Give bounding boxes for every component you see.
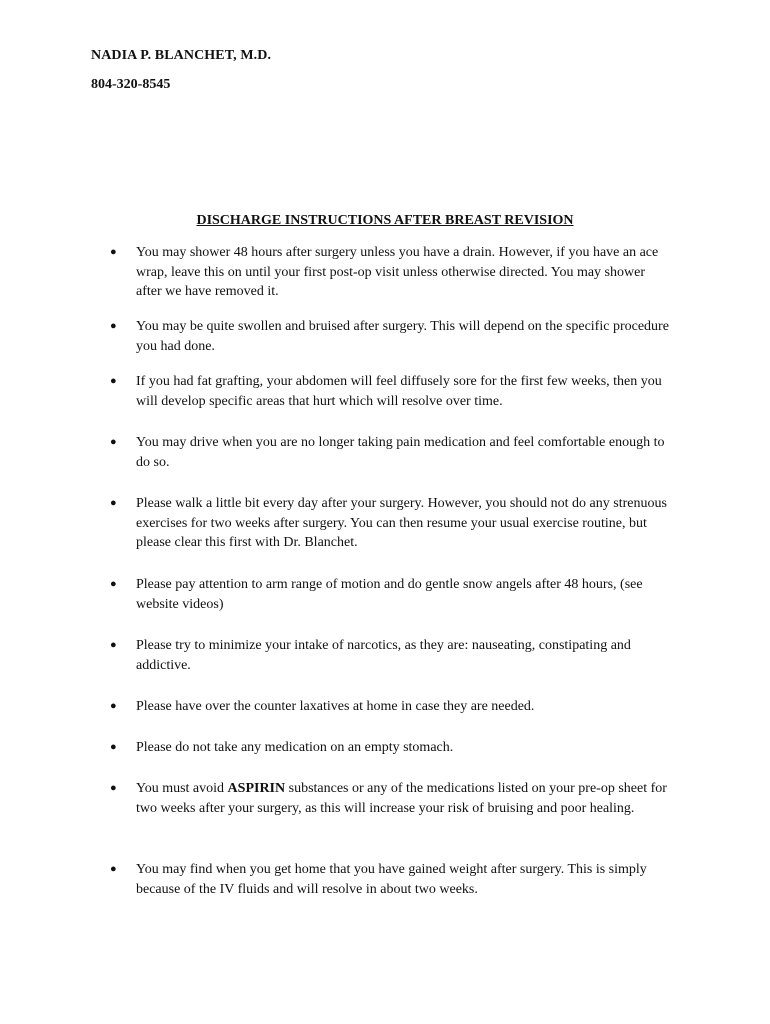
instruction-item <box>110 494 670 553</box>
instruction-text: You may be quite swollen and bruised after surgery. This will depend on the specific procedure you had done. <box>136 319 669 354</box>
bullet-icon: ● <box>110 436 117 448</box>
instruction-text-end: substances or any of the medications listed on your pre-op sheet for two weeks after your surgery, as this will increase your risk of bruising and poor healing. <box>136 781 667 816</box>
instruction-text: You may drive when you are no longer taking pain medication and feel comfortable enough to do so. <box>136 435 665 470</box>
bullet-icon: ● <box>110 246 117 258</box>
instruction-item <box>110 697 670 717</box>
instruction-text: Please have over the counter laxatives at home in case they are needed. <box>136 699 535 714</box>
instruction-text: Please walk a little bit every day after your surgery. However, you should not do any strenuous exercises for two weeks after surgery. You can then resume your usual exercise routine, but please clear this first with Dr. Blanchet. <box>136 496 667 550</box>
instruction-text: You may shower 48 hours after surgery unless you have a drain. However, if you have an ace wrap, leave this on until your first post-op visit unless otherwise directed. You may shower after we have removed it. <box>136 245 659 299</box>
bullet-icon: ● <box>110 320 117 332</box>
bullet-icon: ● <box>110 782 117 794</box>
instruction-item <box>110 636 670 675</box>
instruction-text: Please do not take any medication on an empty stomach. <box>136 740 454 755</box>
doctor-phone: 804-320-8545 <box>91 77 171 92</box>
instruction-item <box>110 738 670 758</box>
instruction-text: You may find when you get home that you have gained weight after surgery. This is simply because of the IV fluids and will resolve in about two weeks. <box>136 862 647 897</box>
instruction-text: Please try to minimize your intake of narcotics, as they are: nauseating, constipating and addictive. <box>136 638 631 673</box>
bullet-icon: ● <box>110 741 117 753</box>
bullet-icon: ● <box>110 863 117 875</box>
instruction-item <box>110 860 670 899</box>
bullet-icon: ● <box>110 497 117 509</box>
document-title: DISCHARGE INSTRUCTIONS AFTER BREAST REVISION <box>196 213 574 228</box>
bullet-icon: ● <box>110 375 117 387</box>
instruction-text: Please pay attention to arm range of motion and do gentle snow angels after 48 hours, (see website videos) <box>136 577 643 612</box>
doctor-name: NADIA P. BLANCHET, M.D. <box>91 48 272 63</box>
instruction-text-start: You must avoid <box>136 781 228 796</box>
instruction-item <box>110 317 670 356</box>
bullet-icon: ● <box>110 578 117 590</box>
instruction-item <box>110 779 670 818</box>
bullet-icon: ● <box>110 700 117 712</box>
instruction-item <box>110 372 670 411</box>
aspirin-emphasis: ASPIRIN <box>227 781 286 796</box>
instruction-text: If you had fat grafting, your abdomen will feel diffusely sore for the first few weeks, then you will develop specific areas that hurt which will resolve over time. <box>136 374 662 409</box>
instruction-item <box>110 433 670 472</box>
instruction-item <box>110 243 670 302</box>
bullet-icon: ● <box>110 639 117 651</box>
instruction-text <box>136 779 670 818</box>
instruction-item <box>110 575 670 614</box>
